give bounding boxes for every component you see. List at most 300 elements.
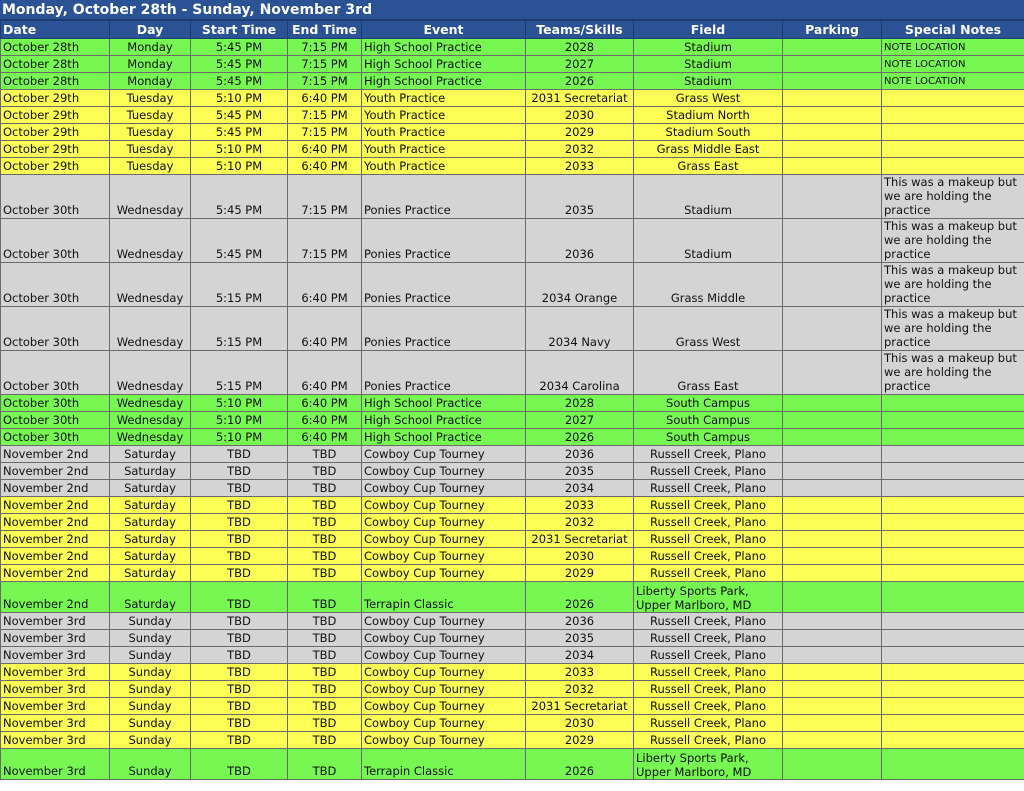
cell-start-time[interactable]: 5:45 PM (191, 39, 288, 56)
cell-field[interactable]: Stadium (634, 39, 783, 56)
cell-notes[interactable]: This was a makeup but we are holding the practice (882, 351, 1024, 395)
cell-parking[interactable] (783, 749, 882, 780)
cell-end-time[interactable]: 7:15 PM (288, 219, 362, 263)
cell-event[interactable]: Youth Practice (362, 124, 526, 141)
cell-event[interactable]: Ponies Practice (362, 219, 526, 263)
column-header-notes[interactable]: Special Notes (882, 21, 1024, 39)
column-header-field[interactable]: Field (634, 21, 783, 39)
cell-start-time[interactable]: 5:45 PM (191, 175, 288, 219)
cell-field[interactable]: Russell Creek, Plano (634, 497, 783, 514)
cell-day[interactable]: Saturday (110, 446, 191, 463)
cell-date[interactable]: October 28th (1, 39, 110, 56)
cell-notes[interactable] (882, 732, 1024, 749)
cell-parking[interactable] (783, 351, 882, 395)
cell-parking[interactable] (783, 664, 882, 681)
column-header-teams[interactable]: Teams/Skills (526, 21, 634, 39)
cell-parking[interactable] (783, 446, 882, 463)
cell-day[interactable]: Sunday (110, 664, 191, 681)
cell-day[interactable]: Wednesday (110, 351, 191, 395)
cell-teams[interactable]: 2033 (526, 497, 634, 514)
cell-notes[interactable] (882, 463, 1024, 480)
cell-day[interactable]: Tuesday (110, 124, 191, 141)
cell-start-time[interactable]: TBD (191, 681, 288, 698)
cell-notes[interactable] (882, 565, 1024, 582)
cell-end-time[interactable]: 6:40 PM (288, 412, 362, 429)
cell-start-time[interactable]: TBD (191, 749, 288, 780)
cell-start-time[interactable]: 5:45 PM (191, 219, 288, 263)
cell-end-time[interactable]: TBD (288, 749, 362, 780)
cell-date[interactable]: October 29th (1, 90, 110, 107)
cell-start-time[interactable]: 5:15 PM (191, 351, 288, 395)
cell-notes[interactable] (882, 749, 1024, 780)
cell-start-time[interactable]: 5:45 PM (191, 124, 288, 141)
cell-field[interactable]: Russell Creek, Plano (634, 480, 783, 497)
cell-field[interactable]: Russell Creek, Plano (634, 613, 783, 630)
cell-event[interactable]: High School Practice (362, 39, 526, 56)
cell-end-time[interactable]: TBD (288, 732, 362, 749)
cell-teams[interactable]: 2030 (526, 107, 634, 124)
cell-notes[interactable] (882, 446, 1024, 463)
cell-date[interactable]: November 2nd (1, 582, 110, 613)
cell-notes[interactable]: NOTE LOCATION (882, 39, 1024, 56)
cell-date[interactable]: October 29th (1, 107, 110, 124)
cell-end-time[interactable]: TBD (288, 582, 362, 613)
cell-end-time[interactable]: 7:15 PM (288, 56, 362, 73)
cell-teams[interactable]: 2029 (526, 732, 634, 749)
cell-event[interactable]: Cowboy Cup Tourney (362, 463, 526, 480)
cell-notes[interactable] (882, 681, 1024, 698)
cell-field[interactable]: Stadium North (634, 107, 783, 124)
cell-day[interactable]: Wednesday (110, 429, 191, 446)
cell-day[interactable]: Monday (110, 56, 191, 73)
cell-date[interactable]: October 30th (1, 263, 110, 307)
cell-event[interactable]: Cowboy Cup Tourney (362, 480, 526, 497)
cell-day[interactable]: Saturday (110, 548, 191, 565)
cell-field[interactable]: South Campus (634, 412, 783, 429)
cell-teams[interactable]: 2031 Secretariat (526, 531, 634, 548)
cell-end-time[interactable]: TBD (288, 463, 362, 480)
cell-event[interactable]: Terrapin Classic (362, 582, 526, 613)
cell-notes[interactable]: NOTE LOCATION (882, 73, 1024, 90)
cell-teams[interactable]: 2029 (526, 124, 634, 141)
cell-date[interactable]: October 29th (1, 158, 110, 175)
cell-parking[interactable] (783, 548, 882, 565)
cell-end-time[interactable]: 7:15 PM (288, 107, 362, 124)
cell-parking[interactable] (783, 514, 882, 531)
cell-notes[interactable] (882, 124, 1024, 141)
cell-day[interactable]: Sunday (110, 732, 191, 749)
cell-day[interactable]: Sunday (110, 681, 191, 698)
cell-notes[interactable] (882, 497, 1024, 514)
cell-teams[interactable]: 2033 (526, 664, 634, 681)
cell-field[interactable]: South Campus (634, 429, 783, 446)
cell-end-time[interactable]: 6:40 PM (288, 141, 362, 158)
cell-day[interactable]: Sunday (110, 613, 191, 630)
cell-event[interactable]: Terrapin Classic (362, 749, 526, 780)
cell-end-time[interactable]: TBD (288, 647, 362, 664)
cell-teams[interactable]: 2035 (526, 630, 634, 647)
cell-date[interactable]: October 30th (1, 307, 110, 351)
cell-field[interactable]: Russell Creek, Plano (634, 446, 783, 463)
cell-parking[interactable] (783, 715, 882, 732)
cell-start-time[interactable]: 5:15 PM (191, 263, 288, 307)
cell-field[interactable]: Russell Creek, Plano (634, 715, 783, 732)
cell-event[interactable]: Cowboy Cup Tourney (362, 647, 526, 664)
cell-day[interactable]: Wednesday (110, 175, 191, 219)
cell-teams[interactable]: 2026 (526, 73, 634, 90)
cell-teams[interactable]: 2030 (526, 548, 634, 565)
cell-event[interactable]: Youth Practice (362, 158, 526, 175)
cell-event[interactable]: Ponies Practice (362, 263, 526, 307)
cell-parking[interactable] (783, 219, 882, 263)
cell-end-time[interactable]: TBD (288, 480, 362, 497)
cell-date[interactable]: October 29th (1, 141, 110, 158)
cell-notes[interactable] (882, 613, 1024, 630)
cell-end-time[interactable]: TBD (288, 613, 362, 630)
cell-notes[interactable]: This was a makeup but we are holding the practice (882, 307, 1024, 351)
cell-date[interactable]: October 30th (1, 351, 110, 395)
cell-day[interactable]: Wednesday (110, 307, 191, 351)
cell-teams[interactable]: 2028 (526, 39, 634, 56)
cell-start-time[interactable]: TBD (191, 480, 288, 497)
cell-teams[interactable]: 2036 (526, 446, 634, 463)
cell-event[interactable]: Cowboy Cup Tourney (362, 613, 526, 630)
cell-field[interactable]: Russell Creek, Plano (634, 698, 783, 715)
cell-end-time[interactable]: TBD (288, 514, 362, 531)
cell-day[interactable]: Wednesday (110, 395, 191, 412)
cell-parking[interactable] (783, 732, 882, 749)
cell-date[interactable]: November 3rd (1, 698, 110, 715)
cell-start-time[interactable]: 5:45 PM (191, 56, 288, 73)
cell-end-time[interactable]: TBD (288, 630, 362, 647)
cell-date[interactable]: November 3rd (1, 715, 110, 732)
cell-day[interactable]: Wednesday (110, 412, 191, 429)
cell-date[interactable]: November 2nd (1, 463, 110, 480)
cell-parking[interactable] (783, 307, 882, 351)
cell-parking[interactable] (783, 429, 882, 446)
cell-start-time[interactable]: TBD (191, 497, 288, 514)
cell-field[interactable]: Russell Creek, Plano (634, 565, 783, 582)
cell-date[interactable]: November 3rd (1, 664, 110, 681)
cell-date[interactable]: November 2nd (1, 446, 110, 463)
cell-start-time[interactable]: 5:10 PM (191, 158, 288, 175)
cell-parking[interactable] (783, 56, 882, 73)
cell-parking[interactable] (783, 480, 882, 497)
cell-notes[interactable] (882, 548, 1024, 565)
cell-event[interactable]: Cowboy Cup Tourney (362, 732, 526, 749)
cell-end-time[interactable]: TBD (288, 565, 362, 582)
cell-teams[interactable]: 2035 (526, 175, 634, 219)
cell-notes[interactable]: This was a makeup but we are holding the practice (882, 219, 1024, 263)
cell-start-time[interactable]: 5:45 PM (191, 73, 288, 90)
cell-end-time[interactable]: TBD (288, 531, 362, 548)
cell-parking[interactable] (783, 175, 882, 219)
cell-teams[interactable]: 2026 (526, 429, 634, 446)
cell-event[interactable]: Youth Practice (362, 141, 526, 158)
cell-notes[interactable] (882, 514, 1024, 531)
cell-end-time[interactable]: TBD (288, 664, 362, 681)
cell-date[interactable]: November 2nd (1, 514, 110, 531)
cell-day[interactable]: Tuesday (110, 158, 191, 175)
cell-date[interactable]: October 30th (1, 429, 110, 446)
cell-start-time[interactable]: 5:10 PM (191, 141, 288, 158)
cell-end-time[interactable]: 6:40 PM (288, 429, 362, 446)
cell-event[interactable]: Cowboy Cup Tourney (362, 664, 526, 681)
cell-start-time[interactable]: TBD (191, 715, 288, 732)
cell-parking[interactable] (783, 463, 882, 480)
cell-notes[interactable] (882, 141, 1024, 158)
column-header-start-time[interactable]: Start Time (191, 21, 288, 39)
cell-field[interactable]: Stadium (634, 175, 783, 219)
cell-parking[interactable] (783, 613, 882, 630)
cell-notes[interactable] (882, 412, 1024, 429)
cell-start-time[interactable]: TBD (191, 630, 288, 647)
cell-start-time[interactable]: TBD (191, 647, 288, 664)
cell-event[interactable]: Ponies Practice (362, 351, 526, 395)
cell-date[interactable]: November 3rd (1, 749, 110, 780)
cell-day[interactable]: Saturday (110, 531, 191, 548)
cell-day[interactable]: Saturday (110, 497, 191, 514)
cell-start-time[interactable]: 5:10 PM (191, 412, 288, 429)
cell-teams[interactable]: 2026 (526, 582, 634, 613)
cell-end-time[interactable]: 6:40 PM (288, 307, 362, 351)
cell-end-time[interactable]: 7:15 PM (288, 175, 362, 219)
cell-parking[interactable] (783, 582, 882, 613)
cell-parking[interactable] (783, 73, 882, 90)
cell-teams[interactable]: 2032 (526, 681, 634, 698)
cell-teams[interactable]: 2029 (526, 565, 634, 582)
cell-notes[interactable] (882, 715, 1024, 732)
cell-end-time[interactable]: TBD (288, 698, 362, 715)
cell-day[interactable]: Saturday (110, 514, 191, 531)
cell-parking[interactable] (783, 497, 882, 514)
cell-notes[interactable] (882, 107, 1024, 124)
cell-field[interactable]: Liberty Sports Park, Upper Marlboro, MD (634, 582, 783, 613)
cell-end-time[interactable]: 6:40 PM (288, 158, 362, 175)
cell-start-time[interactable]: TBD (191, 548, 288, 565)
cell-field[interactable]: Grass Middle (634, 263, 783, 307)
cell-field[interactable]: Russell Creek, Plano (634, 514, 783, 531)
cell-field[interactable]: Russell Creek, Plano (634, 664, 783, 681)
cell-date[interactable]: November 3rd (1, 613, 110, 630)
cell-parking[interactable] (783, 395, 882, 412)
cell-event[interactable]: Cowboy Cup Tourney (362, 630, 526, 647)
cell-parking[interactable] (783, 90, 882, 107)
cell-parking[interactable] (783, 647, 882, 664)
cell-start-time[interactable]: 5:10 PM (191, 395, 288, 412)
cell-teams[interactable]: 2034 (526, 647, 634, 664)
cell-notes[interactable] (882, 480, 1024, 497)
cell-start-time[interactable]: TBD (191, 565, 288, 582)
cell-end-time[interactable]: 6:40 PM (288, 263, 362, 307)
cell-field[interactable]: Grass East (634, 158, 783, 175)
cell-teams[interactable]: 2027 (526, 412, 634, 429)
cell-day[interactable]: Sunday (110, 698, 191, 715)
cell-teams[interactable]: 2030 (526, 715, 634, 732)
cell-event[interactable]: High School Practice (362, 56, 526, 73)
cell-notes[interactable] (882, 395, 1024, 412)
cell-date[interactable]: November 3rd (1, 630, 110, 647)
cell-field[interactable]: Liberty Sports Park, Upper Marlboro, MD (634, 749, 783, 780)
cell-parking[interactable] (783, 158, 882, 175)
cell-day[interactable]: Monday (110, 39, 191, 56)
cell-notes[interactable] (882, 664, 1024, 681)
cell-start-time[interactable]: 5:10 PM (191, 429, 288, 446)
cell-teams[interactable]: 2036 (526, 219, 634, 263)
cell-day[interactable]: Monday (110, 73, 191, 90)
cell-start-time[interactable]: TBD (191, 514, 288, 531)
cell-end-time[interactable]: 7:15 PM (288, 124, 362, 141)
column-header-parking[interactable]: Parking (783, 21, 882, 39)
cell-event[interactable]: Cowboy Cup Tourney (362, 698, 526, 715)
cell-teams[interactable]: 2027 (526, 56, 634, 73)
cell-notes[interactable] (882, 90, 1024, 107)
cell-teams[interactable]: 2031 Secretariat (526, 90, 634, 107)
cell-day[interactable]: Saturday (110, 480, 191, 497)
cell-start-time[interactable]: TBD (191, 582, 288, 613)
cell-event[interactable]: Cowboy Cup Tourney (362, 565, 526, 582)
cell-start-time[interactable]: TBD (191, 531, 288, 548)
cell-day[interactable]: Tuesday (110, 141, 191, 158)
column-header-date[interactable]: Date (1, 21, 110, 39)
cell-end-time[interactable]: TBD (288, 681, 362, 698)
cell-notes[interactable] (882, 531, 1024, 548)
cell-parking[interactable] (783, 681, 882, 698)
cell-event[interactable]: High School Practice (362, 73, 526, 90)
cell-event[interactable]: Ponies Practice (362, 175, 526, 219)
cell-field[interactable]: Russell Creek, Plano (634, 732, 783, 749)
cell-event[interactable]: Cowboy Cup Tourney (362, 531, 526, 548)
cell-end-time[interactable]: 7:15 PM (288, 73, 362, 90)
cell-start-time[interactable]: TBD (191, 463, 288, 480)
cell-field[interactable]: Russell Creek, Plano (634, 630, 783, 647)
cell-date[interactable]: November 2nd (1, 565, 110, 582)
cell-notes[interactable]: This was a makeup but we are holding the practice (882, 175, 1024, 219)
cell-parking[interactable] (783, 531, 882, 548)
cell-date[interactable]: November 2nd (1, 497, 110, 514)
cell-field[interactable]: Russell Creek, Plano (634, 463, 783, 480)
cell-field[interactable]: Grass Middle East (634, 141, 783, 158)
cell-field[interactable]: Grass West (634, 307, 783, 351)
cell-field[interactable]: Russell Creek, Plano (634, 548, 783, 565)
cell-teams[interactable]: 2032 (526, 141, 634, 158)
cell-parking[interactable] (783, 263, 882, 307)
cell-start-time[interactable]: 5:15 PM (191, 307, 288, 351)
cell-date[interactable]: November 3rd (1, 732, 110, 749)
cell-start-time[interactable]: TBD (191, 664, 288, 681)
cell-end-time[interactable]: TBD (288, 446, 362, 463)
cell-day[interactable]: Saturday (110, 582, 191, 613)
cell-notes[interactable] (882, 158, 1024, 175)
cell-event[interactable]: High School Practice (362, 429, 526, 446)
cell-teams[interactable]: 2034 Navy (526, 307, 634, 351)
cell-parking[interactable] (783, 107, 882, 124)
cell-field[interactable]: Russell Creek, Plano (634, 647, 783, 664)
cell-date[interactable]: October 28th (1, 73, 110, 90)
cell-day[interactable]: Saturday (110, 565, 191, 582)
cell-notes[interactable] (882, 582, 1024, 613)
cell-date[interactable]: October 30th (1, 412, 110, 429)
cell-event[interactable]: Cowboy Cup Tourney (362, 446, 526, 463)
cell-teams[interactable]: 2036 (526, 613, 634, 630)
cell-event[interactable]: Cowboy Cup Tourney (362, 497, 526, 514)
cell-notes[interactable] (882, 647, 1024, 664)
cell-teams[interactable]: 2028 (526, 395, 634, 412)
cell-teams[interactable]: 2035 (526, 463, 634, 480)
cell-date[interactable]: October 30th (1, 175, 110, 219)
cell-date[interactable]: October 29th (1, 124, 110, 141)
cell-parking[interactable] (783, 565, 882, 582)
cell-end-time[interactable]: TBD (288, 548, 362, 565)
cell-day[interactable]: Tuesday (110, 90, 191, 107)
cell-notes[interactable] (882, 630, 1024, 647)
cell-start-time[interactable]: TBD (191, 698, 288, 715)
cell-teams[interactable]: 2034 (526, 480, 634, 497)
cell-event[interactable]: Ponies Practice (362, 307, 526, 351)
cell-teams[interactable]: 2031 Secretariat (526, 698, 634, 715)
cell-day[interactable]: Sunday (110, 630, 191, 647)
cell-teams[interactable]: 2033 (526, 158, 634, 175)
cell-event[interactable]: Cowboy Cup Tourney (362, 715, 526, 732)
cell-event[interactable]: Cowboy Cup Tourney (362, 514, 526, 531)
cell-field[interactable]: Stadium (634, 219, 783, 263)
cell-start-time[interactable]: TBD (191, 732, 288, 749)
cell-event[interactable]: Cowboy Cup Tourney (362, 548, 526, 565)
cell-parking[interactable] (783, 124, 882, 141)
cell-notes[interactable]: This was a makeup but we are holding the practice (882, 263, 1024, 307)
column-header-event[interactable]: Event (362, 21, 526, 39)
cell-day[interactable]: Wednesday (110, 263, 191, 307)
cell-date[interactable]: November 3rd (1, 647, 110, 664)
cell-notes[interactable]: NOTE LOCATION (882, 56, 1024, 73)
cell-event[interactable]: Cowboy Cup Tourney (362, 681, 526, 698)
cell-date[interactable]: November 3rd (1, 681, 110, 698)
cell-parking[interactable] (783, 39, 882, 56)
cell-date[interactable]: October 30th (1, 395, 110, 412)
cell-end-time[interactable]: TBD (288, 715, 362, 732)
cell-field[interactable]: South Campus (634, 395, 783, 412)
cell-field[interactable]: Grass East (634, 351, 783, 395)
cell-end-time[interactable]: 6:40 PM (288, 90, 362, 107)
cell-teams[interactable]: 2034 Carolina (526, 351, 634, 395)
cell-notes[interactable] (882, 698, 1024, 715)
cell-field[interactable]: Grass West (634, 90, 783, 107)
cell-date[interactable]: November 2nd (1, 480, 110, 497)
cell-date[interactable]: November 2nd (1, 548, 110, 565)
cell-date[interactable]: November 2nd (1, 531, 110, 548)
cell-day[interactable]: Tuesday (110, 107, 191, 124)
cell-teams[interactable]: 2032 (526, 514, 634, 531)
cell-parking[interactable] (783, 630, 882, 647)
cell-event[interactable]: High School Practice (362, 412, 526, 429)
cell-event[interactable]: High School Practice (362, 395, 526, 412)
column-header-end-time[interactable]: End Time (288, 21, 362, 39)
cell-notes[interactable] (882, 429, 1024, 446)
cell-teams[interactable]: 2034 Orange (526, 263, 634, 307)
cell-start-time[interactable]: TBD (191, 446, 288, 463)
cell-field[interactable]: Stadium (634, 56, 783, 73)
cell-start-time[interactable]: 5:10 PM (191, 90, 288, 107)
cell-start-time[interactable]: 5:45 PM (191, 107, 288, 124)
cell-day[interactable]: Wednesday (110, 219, 191, 263)
cell-event[interactable]: Youth Practice (362, 90, 526, 107)
cell-field[interactable]: Stadium South (634, 124, 783, 141)
cell-end-time[interactable]: TBD (288, 497, 362, 514)
column-header-day[interactable]: Day (110, 21, 191, 39)
cell-date[interactable]: October 30th (1, 219, 110, 263)
cell-end-time[interactable]: 6:40 PM (288, 351, 362, 395)
cell-event[interactable]: Youth Practice (362, 107, 526, 124)
